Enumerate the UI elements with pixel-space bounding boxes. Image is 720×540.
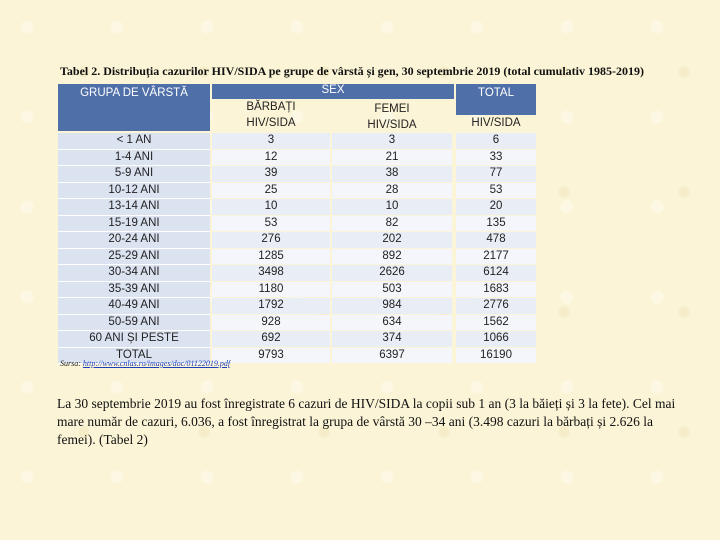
barbati-cell: 276 — [212, 232, 330, 248]
source-label: Sursa: — [60, 359, 81, 368]
age-cell: < 1 AN — [58, 133, 210, 150]
header-total — [456, 84, 536, 115]
subheader-femei-hiv: HIV/SIDA — [367, 119, 417, 131]
total-cell: 6 — [456, 133, 536, 149]
barbati-cell: 928 — [212, 315, 330, 331]
source-note — [60, 359, 230, 368]
table-body — [58, 133, 536, 364]
total-cell: 1683 — [456, 282, 536, 298]
age-cell: 15-19 ANI — [58, 216, 210, 233]
table-row — [58, 150, 536, 167]
age-cell: 40-49 ANI — [58, 298, 210, 315]
barbati-cell: 1180 — [212, 282, 330, 298]
subheader-barbati-label: BĂRBAȚI — [246, 101, 296, 113]
header-total-label: TOTAL — [478, 87, 514, 99]
subheader-femei-label: FEMEI — [374, 103, 410, 115]
table-row — [58, 216, 536, 233]
table-row — [58, 133, 536, 150]
barbati-cell: 692 — [212, 331, 330, 347]
age-cell: 35-39 ANI — [58, 282, 210, 299]
femei-cell: 6397 — [332, 348, 452, 364]
femei-cell: 984 — [332, 298, 452, 314]
age-cell: 60 ANI ȘI PESTE — [58, 331, 210, 348]
table-row — [58, 282, 536, 299]
barbati-cell: 10 — [212, 199, 330, 215]
femei-cell: 21 — [332, 150, 452, 166]
age-cell: 30-34 ANI — [58, 265, 210, 282]
header-sex-label: SEX — [321, 84, 345, 96]
barbati-cell: 3498 — [212, 265, 330, 281]
summary-paragraph: La 30 septembrie 2019 au fost înregistrate 6 cazuri de HIV/SIDA la copii sub 1 an (3 la băieți și 3 la fete). Cel mai mare număr de cazuri, 6.036, a fost înregistrat la grupa de vârstă 30 –34 ani (3.498 cazuri la bărbați și 2.626 la femei). (Tabel 2) — [57, 396, 676, 447]
barbati-cell: 3 — [212, 133, 330, 149]
barbati-cell: 1792 — [212, 298, 330, 314]
total-cell: 1066 — [456, 331, 536, 347]
age-cell: 20-24 ANI — [58, 232, 210, 249]
femei-cell: 634 — [332, 315, 452, 331]
total-cell: 20 — [456, 199, 536, 215]
femei-cell: 892 — [332, 249, 452, 265]
source-link[interactable]: http://www.cnlas.ro/images/doc/01122019.pdf — [82, 359, 231, 368]
age-cell: 13-14 ANI — [58, 199, 210, 216]
header-sex — [212, 84, 454, 99]
table-row — [58, 249, 536, 266]
femei-cell: 374 — [332, 331, 452, 347]
subheader-barbati — [212, 99, 330, 131]
age-cell: 1-4 ANI — [58, 150, 210, 167]
barbati-cell: 53 — [212, 216, 330, 232]
barbati-cell: 1285 — [212, 249, 330, 265]
total-cell: 1562 — [456, 315, 536, 331]
barbati-cell: 25 — [212, 183, 330, 199]
total-cell: 33 — [456, 150, 536, 166]
subheader-barbati-hiv: HIV/SIDA — [246, 117, 296, 129]
femei-cell: 2626 — [332, 265, 452, 281]
table-row — [58, 232, 536, 249]
table-row — [58, 265, 536, 282]
femei-cell: 503 — [332, 282, 452, 298]
age-cell: 10-12 ANI — [58, 183, 210, 200]
total-cell: 16190 — [456, 348, 536, 364]
age-cell: 50-59 ANI — [58, 315, 210, 332]
age-cell: 25-29 ANI — [58, 249, 210, 266]
femei-cell: 28 — [332, 183, 452, 199]
subheader-total-hiv: HIV/SIDA — [471, 117, 521, 129]
total-cell: 135 — [456, 216, 536, 232]
barbati-cell: 39 — [212, 166, 330, 182]
femei-cell: 38 — [332, 166, 452, 182]
table-row — [58, 166, 536, 183]
header-grupa-label: GRUPA DE VÂRSTĂ — [80, 87, 188, 99]
femei-cell: 3 — [332, 133, 452, 149]
table-row — [58, 331, 536, 348]
table-row — [58, 315, 536, 332]
barbati-cell: 9793 — [212, 348, 330, 364]
femei-cell: 10 — [332, 199, 452, 215]
barbati-cell: 12 — [212, 150, 330, 166]
femei-cell: 202 — [332, 232, 452, 248]
age-cell: TOTAL — [58, 348, 210, 365]
total-cell: 2177 — [456, 249, 536, 265]
femei-cell: 82 — [332, 216, 452, 232]
table-row — [58, 199, 536, 216]
table-row — [58, 298, 536, 315]
subheader-femei — [332, 99, 452, 131]
total-cell: 2776 — [456, 298, 536, 314]
header-grupa — [58, 84, 210, 131]
total-cell: 6124 — [456, 265, 536, 281]
table-caption: Tabel 2. Distribuția cazurilor HIV/SIDA pe grupe de vârstă și gen, 30 septembrie 2019 (total cumulativ 1985-2019) — [60, 64, 644, 78]
total-cell: 53 — [456, 183, 536, 199]
table-row — [58, 183, 536, 200]
total-cell: 478 — [456, 232, 536, 248]
age-cell: 5-9 ANI — [58, 166, 210, 183]
subheader-total — [456, 115, 536, 131]
total-cell: 77 — [456, 166, 536, 182]
